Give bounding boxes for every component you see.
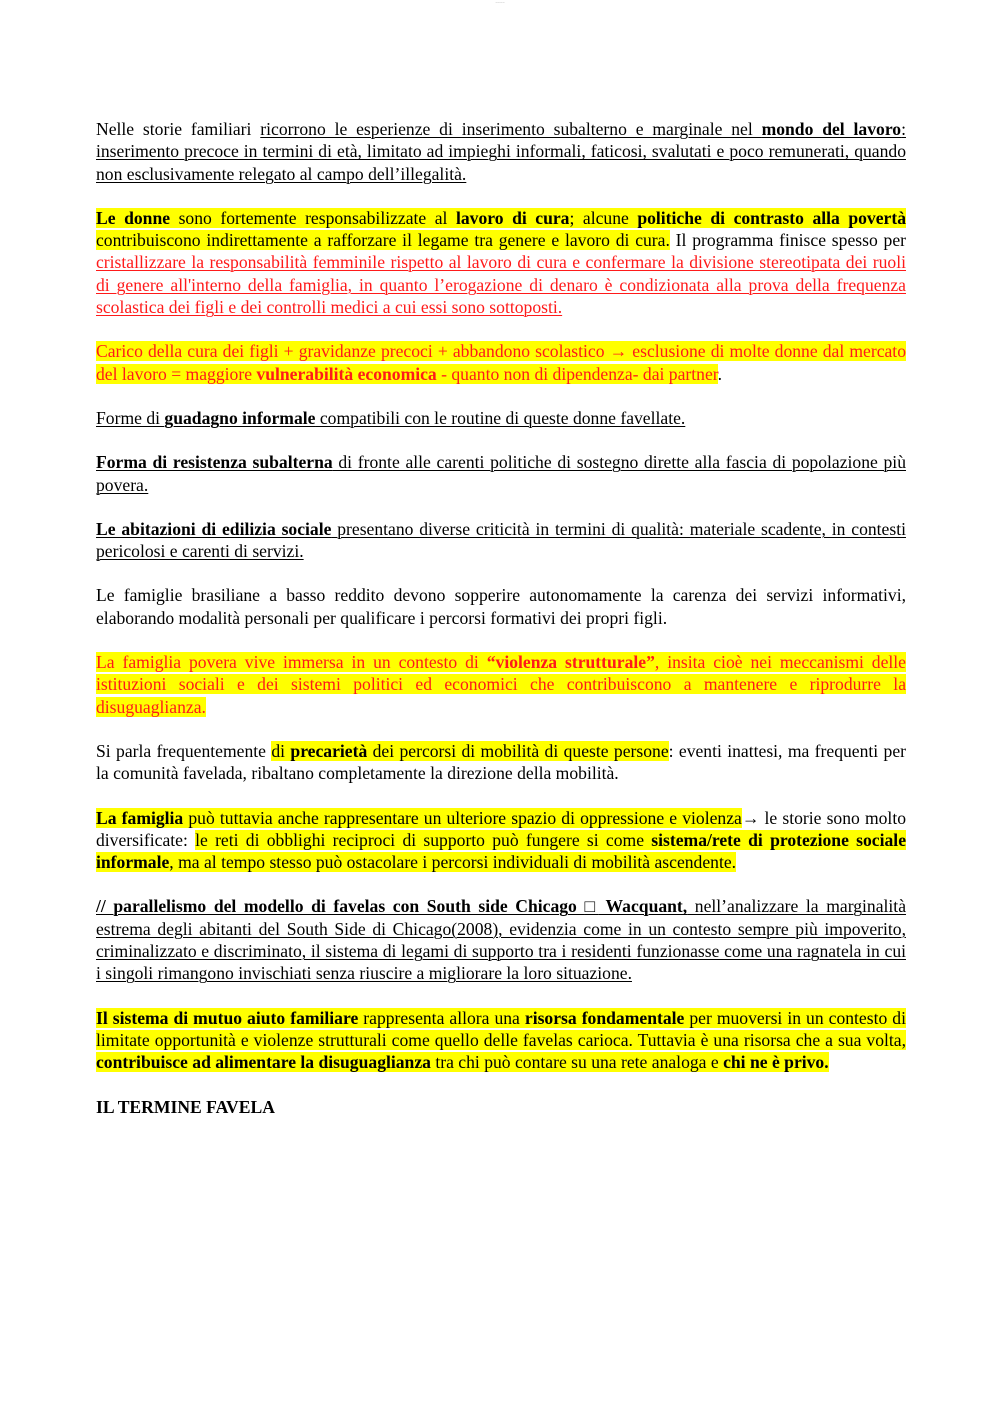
text-span: : eventi inattesi, ma frequenti per la comunità favelada, ribaltano completamente la direzione della mobilità. [96, 740, 907, 784]
text-span: contribuiscono indirettamente a rafforzare il legame tra genere e lavoro di cura. [96, 230, 670, 251]
text-span: Si parla frequentemente [96, 740, 272, 761]
text-span: : inserimento precoce in termini di età, limitato ad impieghi informali, faticosi, svalutati e poco remunerati, quando non esclusivamente relegato al campo dell’illegalità. [96, 119, 906, 184]
text-span: tra chi può contare su una rete analoga e [430, 1052, 724, 1073]
text-span: La famiglia povera vive immersa in un contesto di [96, 652, 487, 673]
text-span: mondo del lavoro [761, 119, 902, 139]
paragraph-wacquant [96, 895, 906, 984]
text-span: → le storie sono molto diversificate: [96, 807, 907, 850]
section-heading: IL TERMINE FAVELA [96, 1096, 275, 1117]
text-span: contribuisce ad alimentare la disuguaglianza [96, 1052, 431, 1073]
text-span: . [717, 363, 723, 384]
text-span: le reti di obblighi reciproci di supporto può fungere si come [195, 829, 652, 850]
text-span: precarietà [290, 740, 368, 761]
document-body [96, 118, 906, 1140]
text-span: Le abitazioni di edilizia sociale [96, 518, 332, 539]
missing-glyph-icon: □ [584, 896, 599, 917]
paragraph-structural-violence [96, 651, 906, 718]
text-span: vulnerabilità economica [256, 363, 437, 384]
text-span: di [271, 740, 291, 761]
text-span: Nelle storie familiari [96, 119, 261, 139]
text-span: Le donne [96, 207, 171, 228]
text-span: “violenza strutturale” [486, 652, 655, 673]
text-span: risorsa fondamentale [524, 1007, 685, 1028]
text-span: Il programma finisce spesso per [669, 230, 907, 251]
text-span: Wacquant, [598, 896, 688, 917]
text-span: dei percorsi di mobilità di queste persone [367, 740, 669, 761]
text-span: ricorrono le esperienze di inserimento subalterno e marginale nel [260, 119, 762, 139]
paragraph-social-housing [96, 518, 906, 563]
text-span: cristallizzare la responsabilità femminile rispetto al lavoro di cura e confermare la divisione stereotipata dei ruoli di genere all'interno della famiglia, in quanto l’erogazione di denaro è condizionata alla prova della frequenza scolastica dei figli e dei controlli medici a cui essi sono sottoposti. [96, 252, 906, 318]
header-mark: ~~~~ [495, 0, 505, 5]
text-span: chi ne è privo. [723, 1052, 829, 1073]
text-span: politiche di contrasto alla povertà [637, 207, 907, 228]
text-span: Il sistema di mutuo aiuto familiare [96, 1007, 359, 1028]
paragraph-mutual-aid [96, 1007, 906, 1074]
text-span: - quanto non di dipendenza- dai partner [436, 363, 718, 384]
text-span: , ma al tempo stesso può ostacolare i percorsi individuali di mobilità ascendente. [169, 852, 737, 873]
paragraph-resistance [96, 451, 906, 496]
text-span: Forme di [96, 407, 165, 428]
text-span: La famiglia [96, 807, 184, 828]
text-span: Forma di resistenza subalterna [96, 452, 333, 473]
text-span: compatibili con le routine di queste donne favellate. [315, 407, 686, 428]
text-span: Carico della cura dei figli + gravidanze precoci + abbandono scolastico → esclusione di molte donne dal mercato del lavoro = maggiore [96, 341, 906, 384]
text-span: rappresenta allora una [358, 1007, 525, 1028]
text-span: di fronte alle carenti politiche di sostegno dirette alla fascia di popolazione più povera. [96, 452, 906, 495]
text-span: , insita cioè nei meccanismi delle istituzioni sociali e dei sistemi politici ed economici che contribuiscono a mantenere e riprodurre la disuguaglianza. [96, 652, 906, 717]
text-span: lavoro di cura [455, 207, 570, 228]
paragraph-women-care [96, 207, 906, 318]
text-span: guadagno informale [164, 407, 316, 428]
paragraph-care-burden [96, 340, 906, 385]
text-span: Le famiglie brasiliane a basso reddito devono sopperire autonomamente la carenza dei servizi informativi, elaborando modalità personali per qualificare i percorsi formativi dei propri figli. [96, 585, 906, 628]
text-span: // parallelismo del modello di favelas con South side Chicago [96, 896, 585, 917]
paragraph-labor [96, 118, 906, 185]
text-span: sono fortemente responsabilizzate al [170, 207, 456, 228]
paragraph-brazilian-families [96, 584, 906, 629]
text-span: presentano diverse criticità in termini di qualità: materiale scadente, in contesti pericolosi e carenti di servizi. [96, 518, 906, 562]
text-span: per muoversi in un contesto di limitate opportunità e violenze strutturali come quello delle favelas carioca. Tuttavia è una risorsa che a sua volta, [96, 1007, 906, 1050]
text-span: sistema/rete di protezione sociale informale [96, 829, 907, 873]
text-span: nell’analizzare la marginalità estrema degli abitanti del South Side di Chicago(2008), evidenzia come in un contesto sempre più impoverito, criminalizzato e discriminato, il sistema di legami di supporto tra i residenti funzionasse come una ragnatela in cui i singoli rimangono invischiati senza riuscire a migliorare la loro situazione. [96, 896, 907, 984]
paragraph-precarity [96, 740, 906, 785]
paragraph-informal-earnings [96, 407, 906, 429]
text-span: ; alcune [569, 207, 638, 228]
text-span: può tuttavia anche rappresentare un ulteriore spazio di oppressione e violenza [183, 807, 742, 828]
paragraph-family-oppression [96, 807, 906, 874]
